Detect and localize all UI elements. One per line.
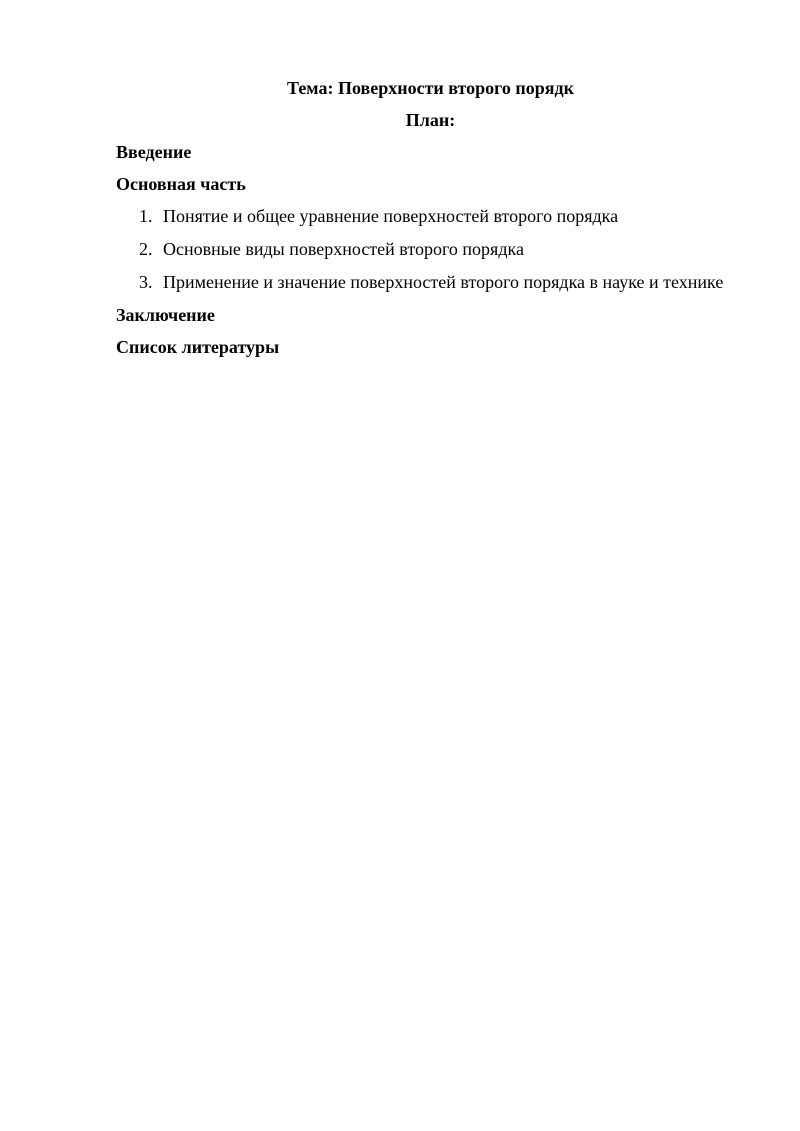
document-title: Тема: Поверхности второго порядк	[287, 78, 574, 98]
plan-heading: План:	[405, 110, 456, 130]
section-conclusion: Заключение	[116, 305, 215, 325]
list-item-text: Понятие и общее уравнение поверхностей второго порядка	[163, 206, 619, 226]
list-item-number: 3.	[139, 272, 153, 292]
list-item	[116, 203, 745, 229]
section-main: Основная часть	[116, 174, 246, 194]
list-item	[116, 236, 745, 262]
list-item-number: 1.	[139, 206, 153, 226]
list-item-text: Применение и значение поверхностей второго порядка в науке и технике	[163, 272, 724, 292]
section-references: Список литературы	[116, 337, 280, 357]
list-item-text: Основные виды поверхностей второго порядка	[163, 239, 524, 259]
main-part-list	[116, 203, 745, 295]
section-intro: Введение	[116, 142, 192, 162]
list-item-number: 2.	[139, 239, 153, 259]
list-item	[116, 269, 745, 295]
